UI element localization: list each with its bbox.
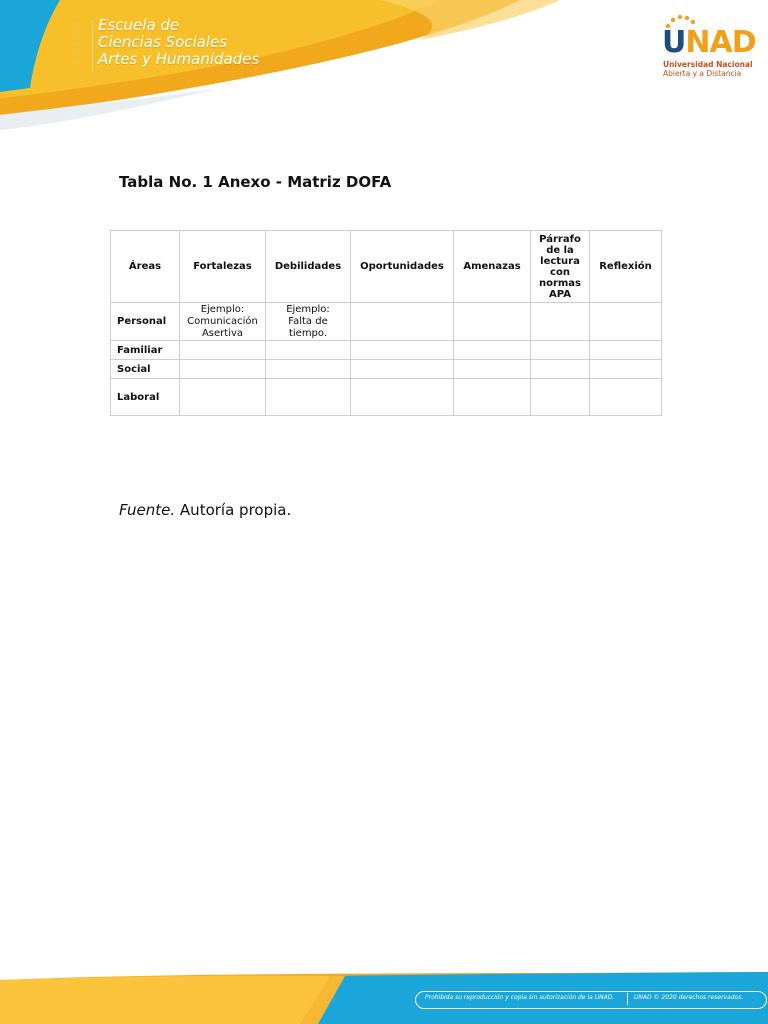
header-reflexion: Reflexión: [590, 231, 662, 303]
table-row: [111, 360, 662, 379]
header-amenazas: Amenazas: [454, 231, 531, 303]
cell-fortalezas-social[interactable]: [180, 360, 266, 379]
header-fortalezas: Fortalezas: [180, 231, 266, 303]
source-note: [119, 501, 291, 519]
school-name-line-1: Escuela de: [98, 16, 180, 34]
school-name-line-2: Ciencias Sociales: [98, 33, 228, 51]
cell-amenazas-laboral[interactable]: [454, 379, 531, 416]
cell-parrafo-social[interactable]: [531, 360, 590, 379]
cell-parrafo-laboral[interactable]: [531, 379, 590, 416]
header-divider: [92, 20, 93, 72]
school-name-line-3: Artes y Humanidades: [98, 50, 260, 68]
header-banner: [0, 0, 768, 150]
footer-divider: [627, 993, 628, 1005]
cell-reflexion-laboral[interactable]: [590, 379, 662, 416]
cell-debilidades-laboral[interactable]: [266, 379, 351, 416]
header-parrafo-apa: Párrafo de la lectura con normas APA: [531, 231, 590, 303]
cell-debilidades-personal[interactable]: Ejemplo: Falta de tiempo.: [266, 303, 351, 341]
source-label: Fuente.: [119, 501, 176, 519]
footer-copyright-notice: Prohibida su reproducción y copia sin autorización de la UNAD.: [425, 994, 615, 1001]
cell-oportunidades-laboral[interactable]: [351, 379, 454, 416]
table-title: Tabla No. 1 Anexo - Matriz DOFA: [119, 173, 392, 191]
cell-reflexion-social[interactable]: [590, 360, 662, 379]
table-row: [111, 379, 662, 416]
logo-subtitle-2: Abierta y a Distancia: [663, 69, 742, 78]
row-label-laboral: Laboral: [111, 379, 180, 416]
cell-fortalezas-familiar[interactable]: [180, 341, 266, 360]
cell-debilidades-social[interactable]: [266, 360, 351, 379]
row-label-social: Social: [111, 360, 180, 379]
footer-banner: [0, 966, 768, 1024]
logo-subtitle-1: Universidad Nacional: [663, 60, 753, 69]
header-areas: Áreas: [111, 231, 180, 303]
dofa-matrix-table: [110, 230, 662, 416]
cell-amenazas-familiar[interactable]: [454, 341, 531, 360]
cell-fortalezas-personal[interactable]: Ejemplo: Comunicación Asertiva: [180, 303, 266, 341]
cell-parrafo-personal[interactable]: [531, 303, 590, 341]
header-debilidades: Debilidades: [266, 231, 351, 303]
cell-fortalezas-laboral[interactable]: [180, 379, 266, 416]
cell-amenazas-personal[interactable]: [454, 303, 531, 341]
table-header-row: [111, 231, 662, 303]
school-name: [98, 17, 259, 68]
cell-amenazas-social[interactable]: [454, 360, 531, 379]
cell-reflexion-personal[interactable]: [590, 303, 662, 341]
logo-wordmark: UNAD: [662, 25, 756, 60]
row-label-familiar: Familiar: [111, 341, 180, 360]
header-oportunidades: Oportunidades: [351, 231, 454, 303]
table-row: [111, 341, 662, 360]
unad-logo: [660, 14, 756, 84]
ecsah-vertical-tag: ECSAH: [70, 21, 83, 65]
cell-reflexion-familiar[interactable]: [590, 341, 662, 360]
cell-parrafo-familiar[interactable]: [531, 341, 590, 360]
cell-debilidades-familiar[interactable]: [266, 341, 351, 360]
row-label-personal: Personal: [111, 303, 180, 341]
cell-oportunidades-personal[interactable]: [351, 303, 454, 341]
source-text: Autoría propia.: [179, 501, 292, 519]
cell-oportunidades-social[interactable]: [351, 360, 454, 379]
cell-oportunidades-familiar[interactable]: [351, 341, 454, 360]
table-row: [111, 303, 662, 341]
footer-rights: UNAD © 2020 derechos reservados.: [634, 994, 744, 1001]
